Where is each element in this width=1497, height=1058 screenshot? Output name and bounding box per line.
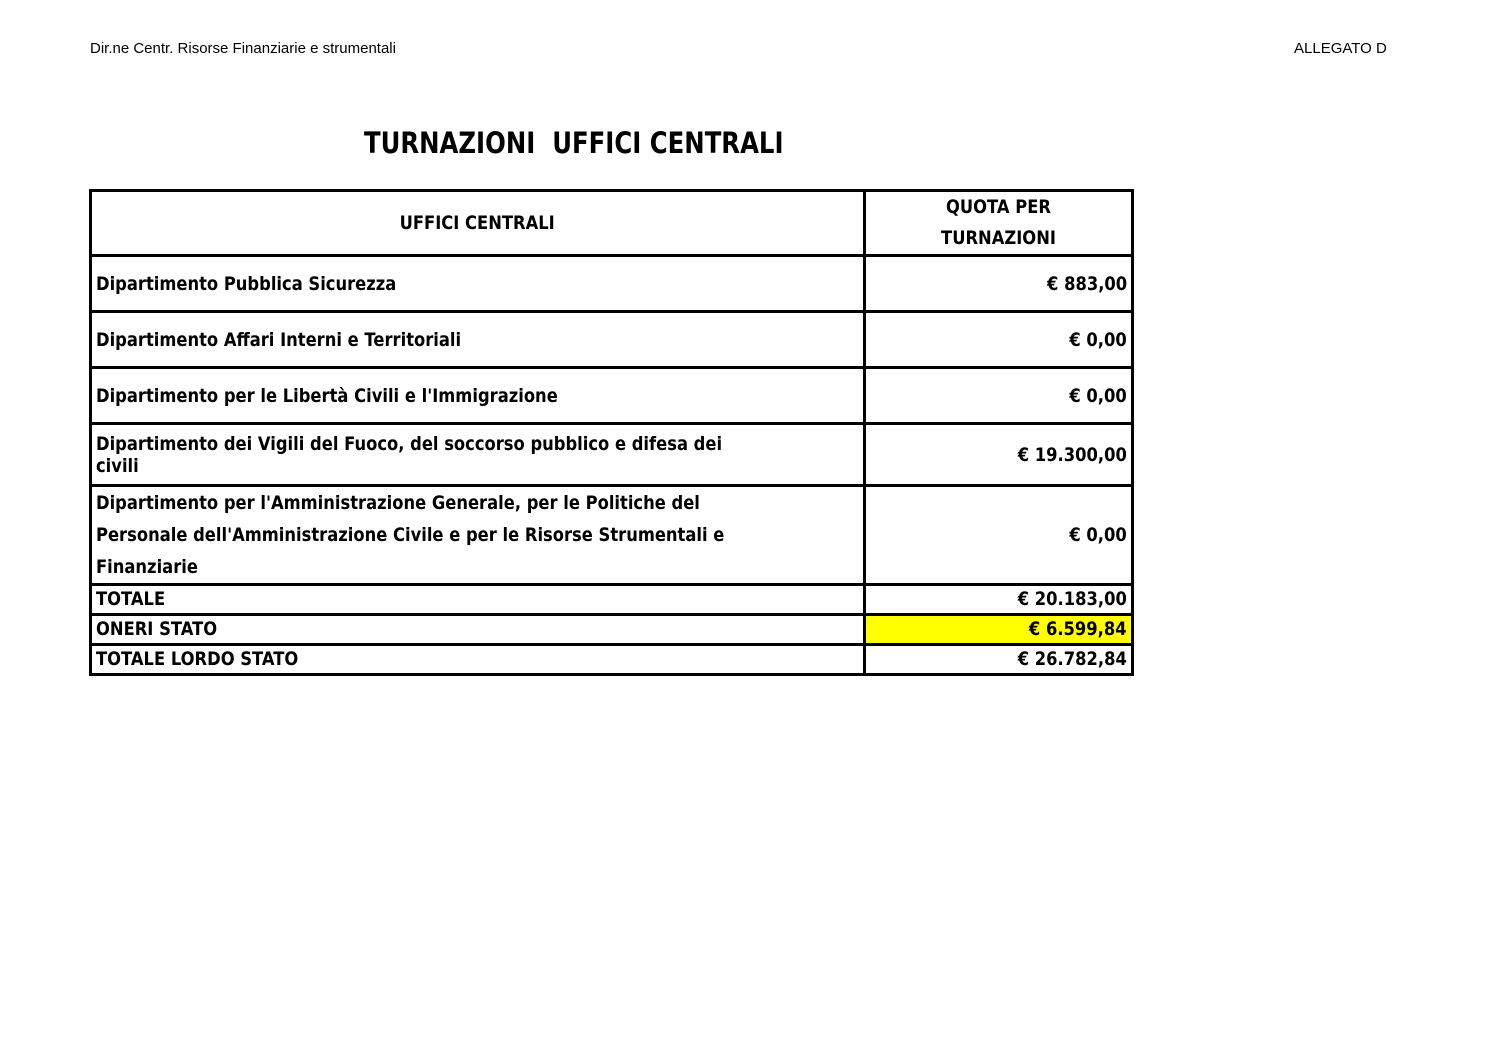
total-amount: € 20.183,00 bbox=[865, 585, 1133, 615]
row-label-line: Personale dell'Amministrazione Civile e per le Risorse Strumentali e bbox=[96, 524, 725, 546]
total-row bbox=[91, 585, 1133, 615]
table-row bbox=[91, 486, 1133, 585]
totale-lordo-amount: € 26.782,84 bbox=[865, 645, 1133, 675]
department-name: Dir.ne Centr. Risorse Finanziarie e strumentali bbox=[90, 40, 396, 57]
row-label: Dipartimento Affari Interni e Territoriali bbox=[91, 312, 865, 368]
row-amount: € 0,00 bbox=[865, 486, 1133, 585]
totale-lordo-row bbox=[91, 645, 1133, 675]
row-amount: € 0,00 bbox=[865, 368, 1133, 424]
row-label: Dipartimento Pubblica Sicurezza bbox=[91, 256, 865, 312]
column-header-quota-line2: TURNAZIONI bbox=[941, 227, 1056, 249]
row-label: Dipartimento per le Libertà Civili e l'Immigrazione bbox=[91, 368, 865, 424]
table-row bbox=[91, 256, 1133, 312]
table-row bbox=[91, 424, 1133, 486]
row-amount: € 0,00 bbox=[865, 312, 1133, 368]
column-header-uffici: UFFICI CENTRALI bbox=[91, 191, 865, 256]
row-label bbox=[91, 486, 865, 585]
row-label-line: Finanziarie bbox=[96, 556, 198, 578]
row-label: Dipartimento dei Vigili del Fuoco, del soccorso pubblico e difesa dei civili bbox=[91, 424, 865, 486]
row-label-line: Dipartimento per l'Amministrazione Generale, per le Politiche del bbox=[96, 492, 700, 514]
data-table bbox=[89, 189, 1134, 676]
turnazioni-table bbox=[89, 189, 1131, 676]
total-label: TOTALE bbox=[91, 585, 865, 615]
oneri-stato-amount: € 6.599,84 bbox=[865, 615, 1133, 645]
oneri-stato-row bbox=[91, 615, 1133, 645]
column-header-quota-line1: QUOTA PER bbox=[945, 196, 1051, 218]
totale-lordo-label: TOTALE LORDO STATO bbox=[91, 645, 865, 675]
table-header-row bbox=[91, 191, 1133, 256]
oneri-stato-label: ONERI STATO bbox=[91, 615, 865, 645]
document-title: TURNAZIONI UFFICI CENTRALI bbox=[364, 126, 784, 160]
row-amount: € 883,00 bbox=[865, 256, 1133, 312]
column-header-quota bbox=[865, 191, 1133, 256]
table-row bbox=[91, 368, 1133, 424]
attachment-label: ALLEGATO D bbox=[1294, 40, 1387, 57]
table-row bbox=[91, 312, 1133, 368]
row-amount: € 19.300,00 bbox=[865, 424, 1133, 486]
